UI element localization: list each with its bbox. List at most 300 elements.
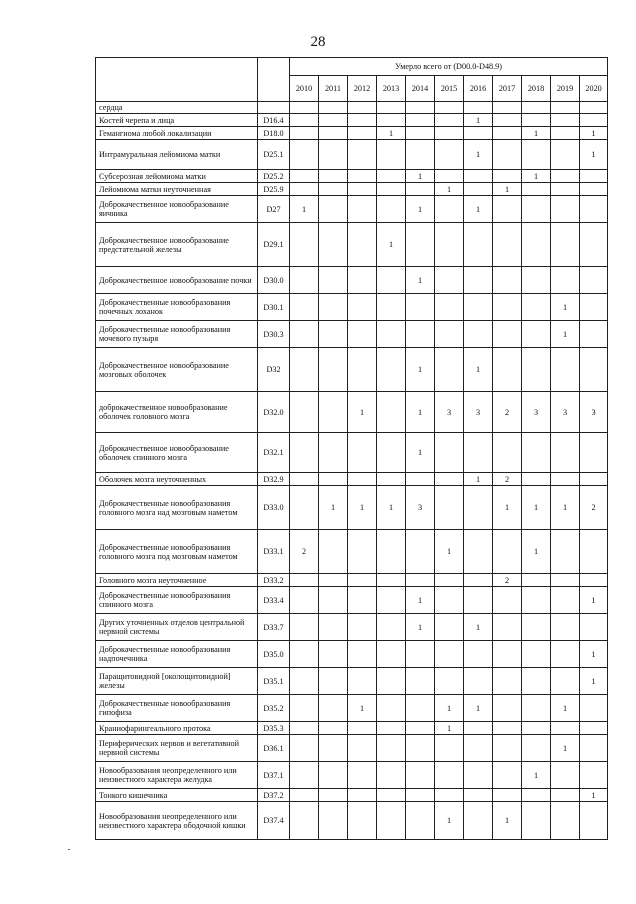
row-value <box>493 223 522 267</box>
row-value <box>551 183 580 196</box>
row-value <box>406 294 435 321</box>
row-value <box>551 140 580 170</box>
row-value <box>406 223 435 267</box>
row-value <box>348 170 377 183</box>
row-value: 1 <box>377 127 406 140</box>
table-row <box>96 223 608 267</box>
row-value <box>290 789 319 802</box>
row-value <box>580 735 608 762</box>
row-value <box>580 530 608 574</box>
table-row <box>96 140 608 170</box>
row-value <box>493 348 522 392</box>
row-value <box>551 574 580 587</box>
row-value <box>435 789 464 802</box>
row-value: 1 <box>464 196 493 223</box>
table-row <box>96 183 608 196</box>
table-row <box>96 668 608 695</box>
row-value <box>464 223 493 267</box>
row-value <box>464 486 493 530</box>
row-value: 1 <box>377 223 406 267</box>
row-value: 1 <box>406 587 435 614</box>
row-value <box>580 223 608 267</box>
row-value <box>464 321 493 348</box>
row-value <box>319 183 348 196</box>
table-row <box>96 789 608 802</box>
row-name: Паращитовидной [околощитовидной] железы <box>96 668 258 695</box>
table-row <box>96 473 608 486</box>
row-value <box>464 183 493 196</box>
row-value <box>406 140 435 170</box>
row-value <box>406 722 435 735</box>
row-value <box>435 614 464 641</box>
row-name: Доброкачественные новообразования головного мозга под мозговым наметом <box>96 530 258 574</box>
row-code: D37.2 <box>258 789 290 802</box>
row-value <box>290 722 319 735</box>
page-number: 28 <box>310 34 326 50</box>
year-header: 2010 <box>290 76 319 102</box>
row-value: 3 <box>551 392 580 433</box>
row-value <box>377 267 406 294</box>
row-value: 2 <box>493 473 522 486</box>
row-value <box>406 530 435 574</box>
mortality-table-container <box>95 57 607 840</box>
row-value <box>319 196 348 223</box>
row-value: 1 <box>522 127 551 140</box>
row-value <box>319 762 348 789</box>
row-value: 1 <box>580 789 608 802</box>
row-value <box>406 802 435 840</box>
row-value <box>551 433 580 473</box>
row-value <box>348 722 377 735</box>
scan-mark <box>68 849 70 850</box>
row-code: D25.9 <box>258 183 290 196</box>
row-value <box>464 530 493 574</box>
row-value <box>435 473 464 486</box>
row-value <box>551 267 580 294</box>
row-value <box>406 114 435 127</box>
row-value <box>348 348 377 392</box>
row-value <box>348 140 377 170</box>
table-row <box>96 392 608 433</box>
row-value <box>464 722 493 735</box>
year-header: 2020 <box>580 76 608 102</box>
row-value <box>493 102 522 114</box>
row-value <box>290 735 319 762</box>
row-value <box>464 127 493 140</box>
row-value <box>522 433 551 473</box>
row-value <box>435 127 464 140</box>
row-value <box>377 196 406 223</box>
row-value <box>493 321 522 348</box>
row-name: Тонкого кишечника <box>96 789 258 802</box>
row-value: 1 <box>551 294 580 321</box>
row-value <box>377 348 406 392</box>
row-value <box>290 473 319 486</box>
table-row <box>96 614 608 641</box>
row-value <box>493 196 522 223</box>
row-value <box>493 587 522 614</box>
row-code: D30.1 <box>258 294 290 321</box>
row-code: D35.2 <box>258 695 290 722</box>
row-value <box>551 722 580 735</box>
year-header: 2012 <box>348 76 377 102</box>
row-value <box>377 183 406 196</box>
row-value <box>435 170 464 183</box>
row-code: D25.1 <box>258 140 290 170</box>
row-value <box>435 294 464 321</box>
row-value <box>290 140 319 170</box>
row-value <box>290 614 319 641</box>
row-value <box>290 114 319 127</box>
row-value: 1 <box>522 486 551 530</box>
row-value <box>551 127 580 140</box>
row-value <box>348 641 377 668</box>
row-value <box>319 321 348 348</box>
row-value <box>580 294 608 321</box>
row-code: D32.1 <box>258 433 290 473</box>
row-name: Костей черепа и лица <box>96 114 258 127</box>
row-value <box>464 294 493 321</box>
row-value <box>319 473 348 486</box>
row-code: D18.0 <box>258 127 290 140</box>
row-value <box>290 762 319 789</box>
row-value: 1 <box>406 433 435 473</box>
row-value <box>406 789 435 802</box>
row-value <box>551 223 580 267</box>
row-value <box>319 530 348 574</box>
row-code: D25.2 <box>258 170 290 183</box>
row-name: Субсерозная лейомиома матки <box>96 170 258 183</box>
row-value <box>406 574 435 587</box>
row-value <box>435 762 464 789</box>
row-value <box>377 530 406 574</box>
table-row <box>96 267 608 294</box>
row-value <box>319 294 348 321</box>
row-code: D37.4 <box>258 802 290 840</box>
row-value <box>377 668 406 695</box>
row-code: D16.4 <box>258 114 290 127</box>
row-value <box>290 574 319 587</box>
row-value <box>319 574 348 587</box>
row-value <box>348 530 377 574</box>
row-value <box>551 114 580 127</box>
row-value <box>522 695 551 722</box>
row-value <box>319 223 348 267</box>
row-name: Оболочек мозга неуточненных <box>96 473 258 486</box>
row-value <box>580 574 608 587</box>
row-value: 2 <box>580 486 608 530</box>
row-value <box>377 392 406 433</box>
year-header: 2017 <box>493 76 522 102</box>
row-value <box>406 668 435 695</box>
row-name: Других уточненных отделов центральной нервной системы <box>96 614 258 641</box>
row-value <box>406 735 435 762</box>
row-name: доброкачественное новообразование оболочек головного мозга <box>96 392 258 433</box>
row-value: 1 <box>493 486 522 530</box>
row-name: Лейомиома матки неуточненная <box>96 183 258 196</box>
row-value: 1 <box>522 530 551 574</box>
row-value <box>319 695 348 722</box>
table-row <box>96 486 608 530</box>
table-row <box>96 294 608 321</box>
row-value <box>348 668 377 695</box>
row-value <box>464 587 493 614</box>
row-value <box>377 722 406 735</box>
row-name: Новообразования неопределенного или неизвестного характера ободочной кишки <box>96 802 258 840</box>
row-value <box>377 587 406 614</box>
row-value <box>319 114 348 127</box>
row-value <box>493 294 522 321</box>
row-code: D37.1 <box>258 762 290 789</box>
row-value: 1 <box>580 140 608 170</box>
row-name: Периферических нервов и вегетативной нервной системы <box>96 735 258 762</box>
row-value <box>406 762 435 789</box>
row-name: Интрамуральная лейомиома матки <box>96 140 258 170</box>
row-value: 1 <box>551 321 580 348</box>
row-value: 1 <box>464 695 493 722</box>
row-value <box>551 789 580 802</box>
row-value <box>348 127 377 140</box>
row-name: Доброкачественное новообразование яичника <box>96 196 258 223</box>
table-row <box>96 102 608 114</box>
row-value <box>290 170 319 183</box>
row-value: 1 <box>319 486 348 530</box>
row-name: Доброкачественные новообразования гипофиза <box>96 695 258 722</box>
row-value <box>290 321 319 348</box>
header-code-cell <box>258 58 290 102</box>
row-value <box>348 223 377 267</box>
row-value: 3 <box>435 392 464 433</box>
row-code: D36.1 <box>258 735 290 762</box>
row-value: 1 <box>348 486 377 530</box>
row-value <box>406 473 435 486</box>
row-value <box>551 668 580 695</box>
row-value <box>319 668 348 695</box>
row-value <box>377 433 406 473</box>
row-value <box>493 614 522 641</box>
year-header: 2016 <box>464 76 493 102</box>
row-value <box>348 294 377 321</box>
row-value <box>435 267 464 294</box>
row-value <box>580 196 608 223</box>
row-value <box>580 114 608 127</box>
row-value <box>580 473 608 486</box>
table-row <box>96 127 608 140</box>
table-row <box>96 433 608 473</box>
row-value <box>348 802 377 840</box>
row-value <box>348 102 377 114</box>
row-value: 3 <box>406 486 435 530</box>
row-value: 2 <box>493 392 522 433</box>
row-name: Доброкачественное новообразование предстательной железы <box>96 223 258 267</box>
table-row <box>96 802 608 840</box>
row-value <box>551 641 580 668</box>
row-value <box>377 614 406 641</box>
row-value <box>551 762 580 789</box>
row-value <box>348 574 377 587</box>
row-value <box>290 267 319 294</box>
row-value <box>522 802 551 840</box>
row-value <box>348 183 377 196</box>
row-value <box>290 668 319 695</box>
row-value <box>464 802 493 840</box>
row-value <box>290 348 319 392</box>
year-header: 2019 <box>551 76 580 102</box>
table-row <box>96 321 608 348</box>
row-value <box>522 102 551 114</box>
row-value <box>319 789 348 802</box>
row-value <box>551 170 580 183</box>
row-name: Доброкачественное новообразование мозговых оболочек <box>96 348 258 392</box>
table-row <box>96 530 608 574</box>
table-row <box>96 348 608 392</box>
row-value <box>319 614 348 641</box>
row-value <box>580 183 608 196</box>
row-value <box>522 574 551 587</box>
row-value: 1 <box>290 196 319 223</box>
row-value <box>464 762 493 789</box>
row-value: 1 <box>464 114 493 127</box>
row-code <box>258 102 290 114</box>
row-value <box>522 473 551 486</box>
row-value: 2 <box>290 530 319 574</box>
row-value <box>551 587 580 614</box>
row-value <box>464 267 493 294</box>
year-header: 2018 <box>522 76 551 102</box>
table-row <box>96 735 608 762</box>
row-value <box>522 183 551 196</box>
row-value <box>580 267 608 294</box>
row-value <box>580 433 608 473</box>
table-row <box>96 574 608 587</box>
row-value <box>551 196 580 223</box>
row-value: 1 <box>464 140 493 170</box>
row-value <box>290 392 319 433</box>
row-code: D33.1 <box>258 530 290 574</box>
row-value <box>551 530 580 574</box>
row-value <box>522 348 551 392</box>
row-value <box>377 789 406 802</box>
row-code: D33.7 <box>258 614 290 641</box>
row-value: 1 <box>580 587 608 614</box>
year-header: 2015 <box>435 76 464 102</box>
row-name: Краниофарингеального протока <box>96 722 258 735</box>
row-value: 3 <box>464 392 493 433</box>
row-value <box>319 170 348 183</box>
table-row <box>96 587 608 614</box>
row-value <box>435 321 464 348</box>
row-value <box>348 196 377 223</box>
row-value <box>522 114 551 127</box>
mortality-table <box>95 57 608 840</box>
row-value <box>319 433 348 473</box>
table-row <box>96 722 608 735</box>
row-value <box>435 574 464 587</box>
row-value: 1 <box>580 641 608 668</box>
row-value: 1 <box>464 614 493 641</box>
row-name: Доброкачественные новообразования спинного мозга <box>96 587 258 614</box>
row-value <box>522 668 551 695</box>
row-value <box>435 735 464 762</box>
row-value: 3 <box>522 392 551 433</box>
row-name: Доброкачественные новообразования надпочечника <box>96 641 258 668</box>
row-name: Доброкачественные новообразования мочевого пузыря <box>96 321 258 348</box>
row-value <box>580 102 608 114</box>
row-value <box>377 695 406 722</box>
row-value <box>580 170 608 183</box>
table-row <box>96 196 608 223</box>
table-row <box>96 641 608 668</box>
row-value <box>493 267 522 294</box>
row-code: D33.4 <box>258 587 290 614</box>
row-value <box>406 321 435 348</box>
row-value <box>435 587 464 614</box>
row-value <box>435 668 464 695</box>
table-head <box>96 58 608 102</box>
row-value <box>580 321 608 348</box>
row-value <box>290 486 319 530</box>
row-value <box>580 695 608 722</box>
row-value <box>290 433 319 473</box>
row-value <box>493 668 522 695</box>
row-value <box>551 614 580 641</box>
row-value <box>493 433 522 473</box>
row-value <box>551 102 580 114</box>
row-value <box>522 789 551 802</box>
row-value: 1 <box>522 170 551 183</box>
row-value <box>348 587 377 614</box>
row-value <box>348 762 377 789</box>
row-value <box>522 223 551 267</box>
row-value <box>290 641 319 668</box>
row-value <box>377 735 406 762</box>
row-value <box>348 114 377 127</box>
group-header: Умерло всего от (D00.0-D48.9) <box>290 58 608 76</box>
row-value: 1 <box>522 762 551 789</box>
row-value <box>406 695 435 722</box>
row-value: 1 <box>435 695 464 722</box>
row-value <box>348 267 377 294</box>
row-value <box>377 473 406 486</box>
row-value <box>522 641 551 668</box>
row-value <box>464 102 493 114</box>
table-body <box>96 102 608 840</box>
row-value: 1 <box>348 695 377 722</box>
row-value <box>377 114 406 127</box>
row-code: D32.0 <box>258 392 290 433</box>
year-header: 2013 <box>377 76 406 102</box>
row-value <box>348 614 377 641</box>
row-value: 1 <box>464 473 493 486</box>
row-value <box>435 223 464 267</box>
row-value <box>522 614 551 641</box>
row-value: 1 <box>435 530 464 574</box>
row-value: 1 <box>406 170 435 183</box>
row-value: 1 <box>493 183 522 196</box>
row-value <box>435 433 464 473</box>
row-value: 1 <box>464 348 493 392</box>
row-value: 1 <box>348 392 377 433</box>
row-value <box>493 722 522 735</box>
row-value <box>580 722 608 735</box>
row-name: Гемангиома любой локализации <box>96 127 258 140</box>
row-value: 1 <box>435 722 464 735</box>
row-value <box>406 183 435 196</box>
row-value <box>464 789 493 802</box>
row-value <box>319 587 348 614</box>
row-value <box>493 170 522 183</box>
row-value <box>290 802 319 840</box>
